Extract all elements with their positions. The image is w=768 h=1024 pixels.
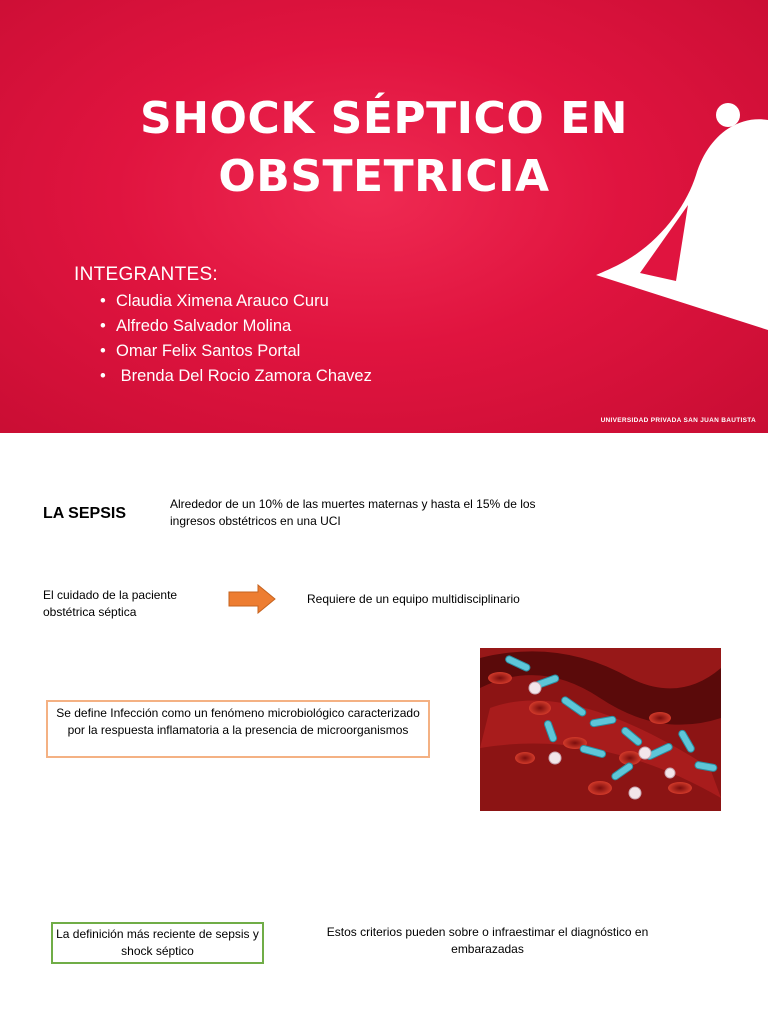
list-item: • Brenda Del Rocio Zamora Chavez xyxy=(100,367,372,385)
list-item: • Alfredo Salvador Molina xyxy=(100,317,292,335)
sepsis-heading: LA SEPSIS xyxy=(43,505,126,522)
care-text: El cuidado de la paciente obstétrica séptica xyxy=(43,588,178,619)
list-item: • Claudia Ximena Arauco Curu xyxy=(100,292,329,310)
title-slide xyxy=(0,0,768,433)
members-heading: INTEGRANTES: xyxy=(74,264,219,285)
title-line-2: OBSTETRICIA xyxy=(218,151,550,202)
criteria-text: Estos criterios pueden sobre o infraestimar el diagnóstico en embarazadas xyxy=(326,925,649,956)
infection-definition-box xyxy=(46,700,430,758)
title-line-1: SHOCK SÉPTICO EN xyxy=(140,93,628,144)
university-footer: UNIVERSIDAD PRIVADA SAN JUAN BAUTISTA xyxy=(600,417,756,424)
members-list xyxy=(100,289,372,389)
blood-vessel-bacteria-illustration xyxy=(480,648,721,811)
content-slide xyxy=(0,433,768,1024)
bell-icon xyxy=(588,95,768,335)
recent-definition-box xyxy=(51,922,264,964)
sepsis-statistic: Alrededor de un 10% de las muertes maternas y hasta el 15% de los ingresos obstétricos en una UCI xyxy=(170,497,536,528)
infection-definition-text: Se define Infección como un fenómeno microbiológico caracterizado por la respuesta inflamatoria a la presencia de microorganismos xyxy=(56,706,420,737)
recent-definition-text: La definición más reciente de sepsis y shock séptico xyxy=(56,927,259,958)
list-item: • Omar Felix Santos Portal xyxy=(100,342,301,360)
requires-text: Requiere de un equipo multidisciplinario xyxy=(307,592,520,606)
right-arrow-icon xyxy=(228,584,276,614)
